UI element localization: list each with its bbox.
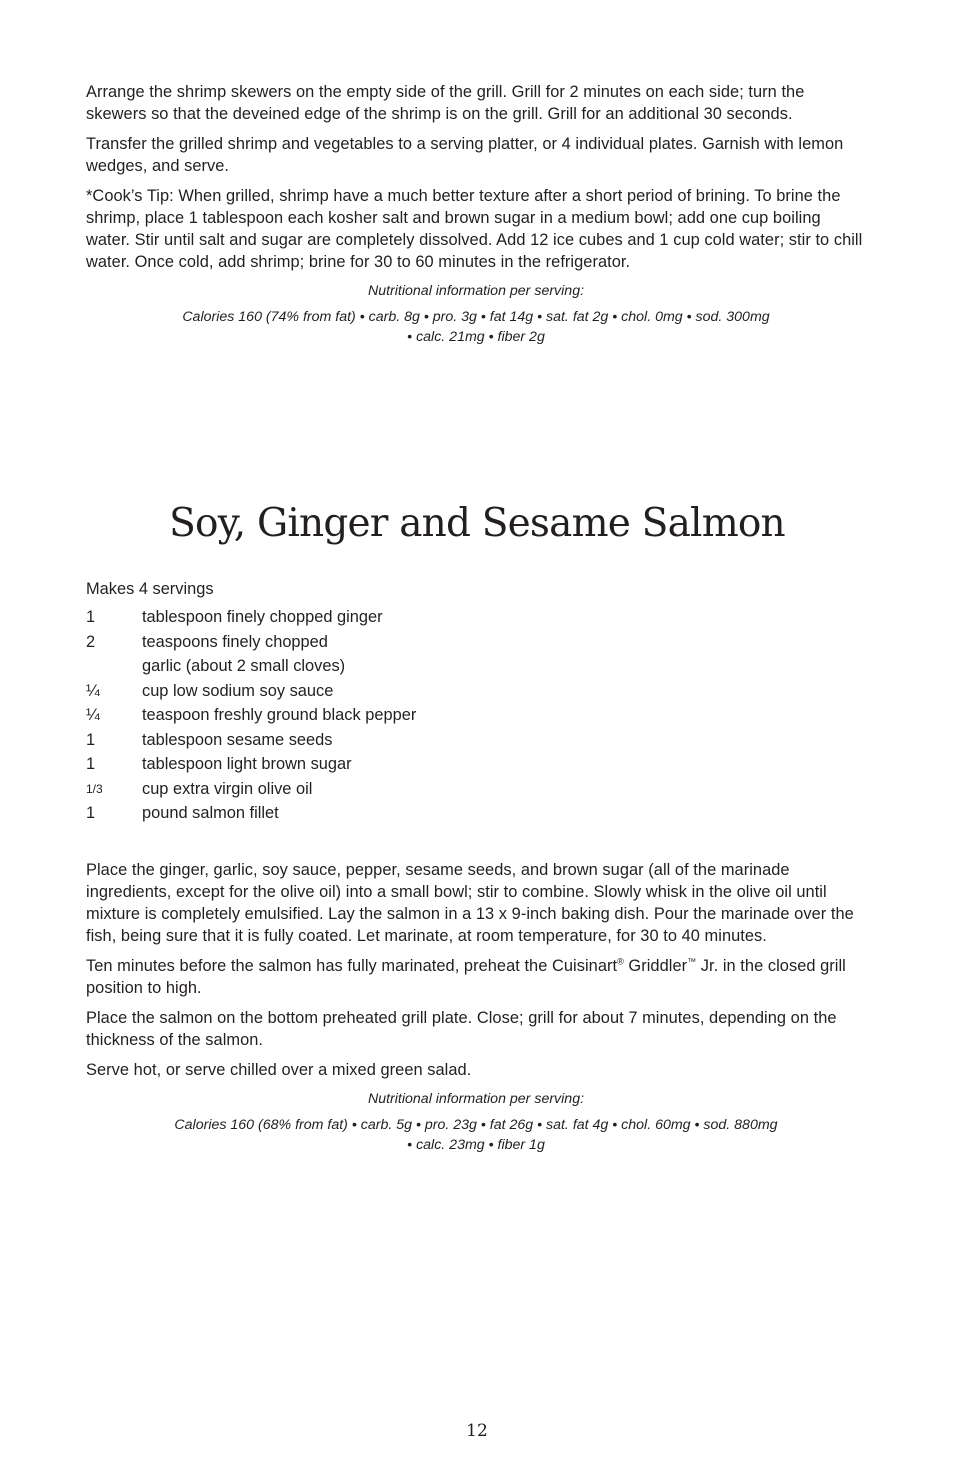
ingredient-text: teaspoons finely chopped [142,632,328,651]
direction-step-2 [86,955,866,999]
ingredient-qty: 1 [86,608,96,626]
ingredient-qty: 1 [86,804,96,822]
ingredient-text: pound salmon fillet [142,804,279,822]
recipe-yield: Makes 4 servings [86,580,214,598]
page-number: 12 [466,1421,488,1441]
ingredient-text: cup low sodium soy sauce [142,681,334,700]
recipe-directions [86,859,866,1155]
ingredient-item [86,777,686,802]
ingredient-qty: ¼ [86,681,100,700]
salmon-nutrition-line-1: Calories 160 (68% from fat) • carb. 5g • pro. 23g • fat 26g • sat. fat 4g • chol. 60mg • sod. 880mg [174,1117,778,1133]
ingredient-text: garlic (about 2 small cloves) [142,657,346,675]
ingredient-item [86,679,686,704]
ingredient-item [86,654,686,679]
ingredient-qty: 1 [86,755,96,773]
ingredient-text: cup extra virgin olive oil [142,779,313,798]
ingredient-item [86,728,686,753]
ingredient-item [86,703,686,728]
ingredient-text: tablespoon sesame seeds [142,730,333,749]
registered-mark: ® [617,956,624,967]
trademark-mark: ™ [687,956,697,967]
ingredient-qty: 1 [86,730,96,749]
salmon-nutrition-heading: Nutritional information per serving: [367,1091,585,1107]
recipe-title: Soy, Ginger and Sesame Salmon [169,501,785,546]
ingredient-qty [86,654,142,679]
cooks-tip: *Cook’s Tip: When grilled, shrimp have a much better texture after a short period of brining. To brine the shrimp, place 1 tablespoon each kosher salt and brown sugar in a medium bowl; add one cup boiling water. Stir until salt and sugar are completely dissolved. Add 12 ice cubes and 1 cup cold water; stir to chill water. Once cold, add shrimp; brine for 30 to 60 minutes in the refrigerator. [86,187,863,271]
ingredient-text: teaspoon freshly ground black pepper [142,706,417,724]
step-2-text-b: Griddler [623,957,688,975]
ingredient-qty: 2 [86,632,96,651]
ingredient-text: tablespoon finely chopped ginger [142,608,383,626]
step-2-text-a: Ten minutes before the salmon has fully marinated, preheat the Cuisinart [86,957,618,975]
ingredient-item [86,605,686,630]
shrimp-nutrition-line-1: Calories 160 (74% from fat) • carb. 8g • pro. 3g • fat 14g • sat. fat 2g • chol. 0mg • sod. 300mg [182,309,770,325]
direction-step-1: Place the ginger, garlic, soy sauce, pepper, sesame seeds, and brown sugar (all of the marinade ingredients, except for the olive oil) into a small bowl; stir to combine. Slowly whisk in the olive oil until mixture is completely emulsified. Lay the salmon in a 13 x 9-inch baking dish. Pour the marinade over the fish, being sure that it is fully coated. Let marinate, at room temperature, for 30 to 40 minutes. [86,861,854,945]
ingredient-item [86,801,686,826]
salmon-nutrition-line-2: • calc. 23mg • fiber 1g [407,1137,545,1153]
shrimp-recipe-continuation [86,81,866,347]
ingredient-qty: ¼ [86,706,100,724]
shrimp-step-serve: Transfer the grilled shrimp and vegetables to a serving platter, or 4 individual plates. Garnish with lemon wedges, and serve. [86,135,844,175]
ingredient-text: tablespoon light brown sugar [142,755,352,773]
ingredient-item [86,752,686,777]
shrimp-nutrition-line-2: • calc. 21mg • fiber 2g [407,329,545,345]
direction-step-3: Place the salmon on the bottom preheated grill plate. Close; grill for about 7 minutes, depending on the thickness of the salmon. [86,1009,837,1049]
shrimp-nutrition-heading: Nutritional information per serving: [367,283,585,299]
ingredient-item [86,630,686,655]
shrimp-step-grill: Arrange the shrimp skewers on the empty side of the grill. Grill for 2 minutes on each side; turn the skewers so that the deveined edge of the shrimp is on the grill. Grill for an additional 30 seconds. [86,83,805,123]
step-2-text-c: Jr. in the closed grill position to high. [86,957,846,997]
direction-step-4: Serve hot, or serve chilled over a mixed green salad. [86,1061,472,1079]
ingredient-list [86,605,686,826]
ingredient-qty: 1/3 [86,781,103,796]
